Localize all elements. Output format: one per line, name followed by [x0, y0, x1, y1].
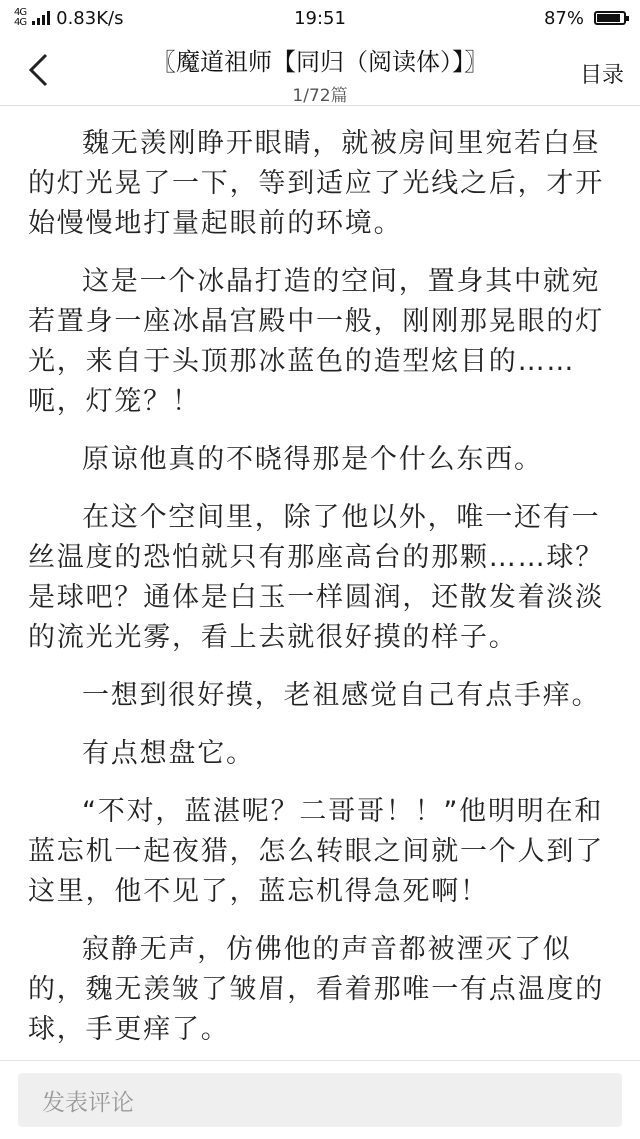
battery-icon	[594, 11, 626, 25]
comment-input[interactable]: 发表评论	[18, 1073, 622, 1127]
status-bar	[0, 0, 640, 36]
chapter-progress: 1/72篇	[292, 86, 348, 106]
signal-strength-icon	[32, 11, 50, 25]
paragraph: 寂静无声，仿佛他的声音都被湮灭了似的，魏无羡皱了皱眉，看着那唯一有点温度的球，手更痒了。	[28, 934, 604, 1045]
title-block	[80, 42, 560, 106]
paragraph: 这是一个冰晶打造的空间，置身其中就宛若置身一座冰晶宫殿中一般，刚刚那晃眼的灯光，来自于头顶那冰蓝色的造型炫目的……呃，灯笼？！	[28, 266, 604, 417]
paragraph: 原谅他真的不晓得那是个什么东西。	[82, 444, 543, 475]
paragraph: 有点想盘它。	[82, 738, 255, 769]
battery-percent: 87%	[543, 7, 584, 29]
network-type-icon	[14, 8, 26, 28]
network-label-2: 4G	[14, 17, 27, 28]
comment-bar	[0, 1060, 640, 1139]
paragraph: 魏无羡刚睁开眼睛，就被房间里宛若白昼的灯光晃了一下，等到适应了光线之后，才开始慢慢地打量起眼前的环境。	[28, 128, 604, 239]
book-title: 〖魔道祖师【同归（阅读体）】〗	[152, 48, 488, 76]
status-left	[14, 8, 123, 29]
network-speed: 0.83K/s	[56, 7, 124, 29]
status-time: 19:51	[294, 7, 346, 29]
paragraph: 一想到很好摸，老祖感觉自己有点手痒。	[82, 680, 601, 711]
paragraph: “不对，蓝湛呢？二哥哥！！”他明明在和蓝忘机一起夜猎，怎么转眼之间就一个人到了这里，他不见了，蓝忘机得急死啊！	[28, 796, 604, 907]
toc-button[interactable]: 目录	[579, 63, 624, 88]
paragraph: 在这个空间里，除了他以外，唯一还有一丝温度的恐怕就只有那座高台的那颗……球？是球吧？通体是白玉一样圆润，还散发着淡淡的流光光雾，看上去就很好摸的样子。	[28, 502, 604, 653]
battery-fill	[597, 14, 620, 22]
status-right	[544, 8, 626, 29]
reader-header	[0, 36, 640, 106]
chevron-left-icon	[27, 53, 49, 87]
reading-content[interactable]	[0, 106, 640, 1060]
back-button[interactable]	[18, 48, 58, 92]
network-label: 4G	[14, 7, 27, 18]
